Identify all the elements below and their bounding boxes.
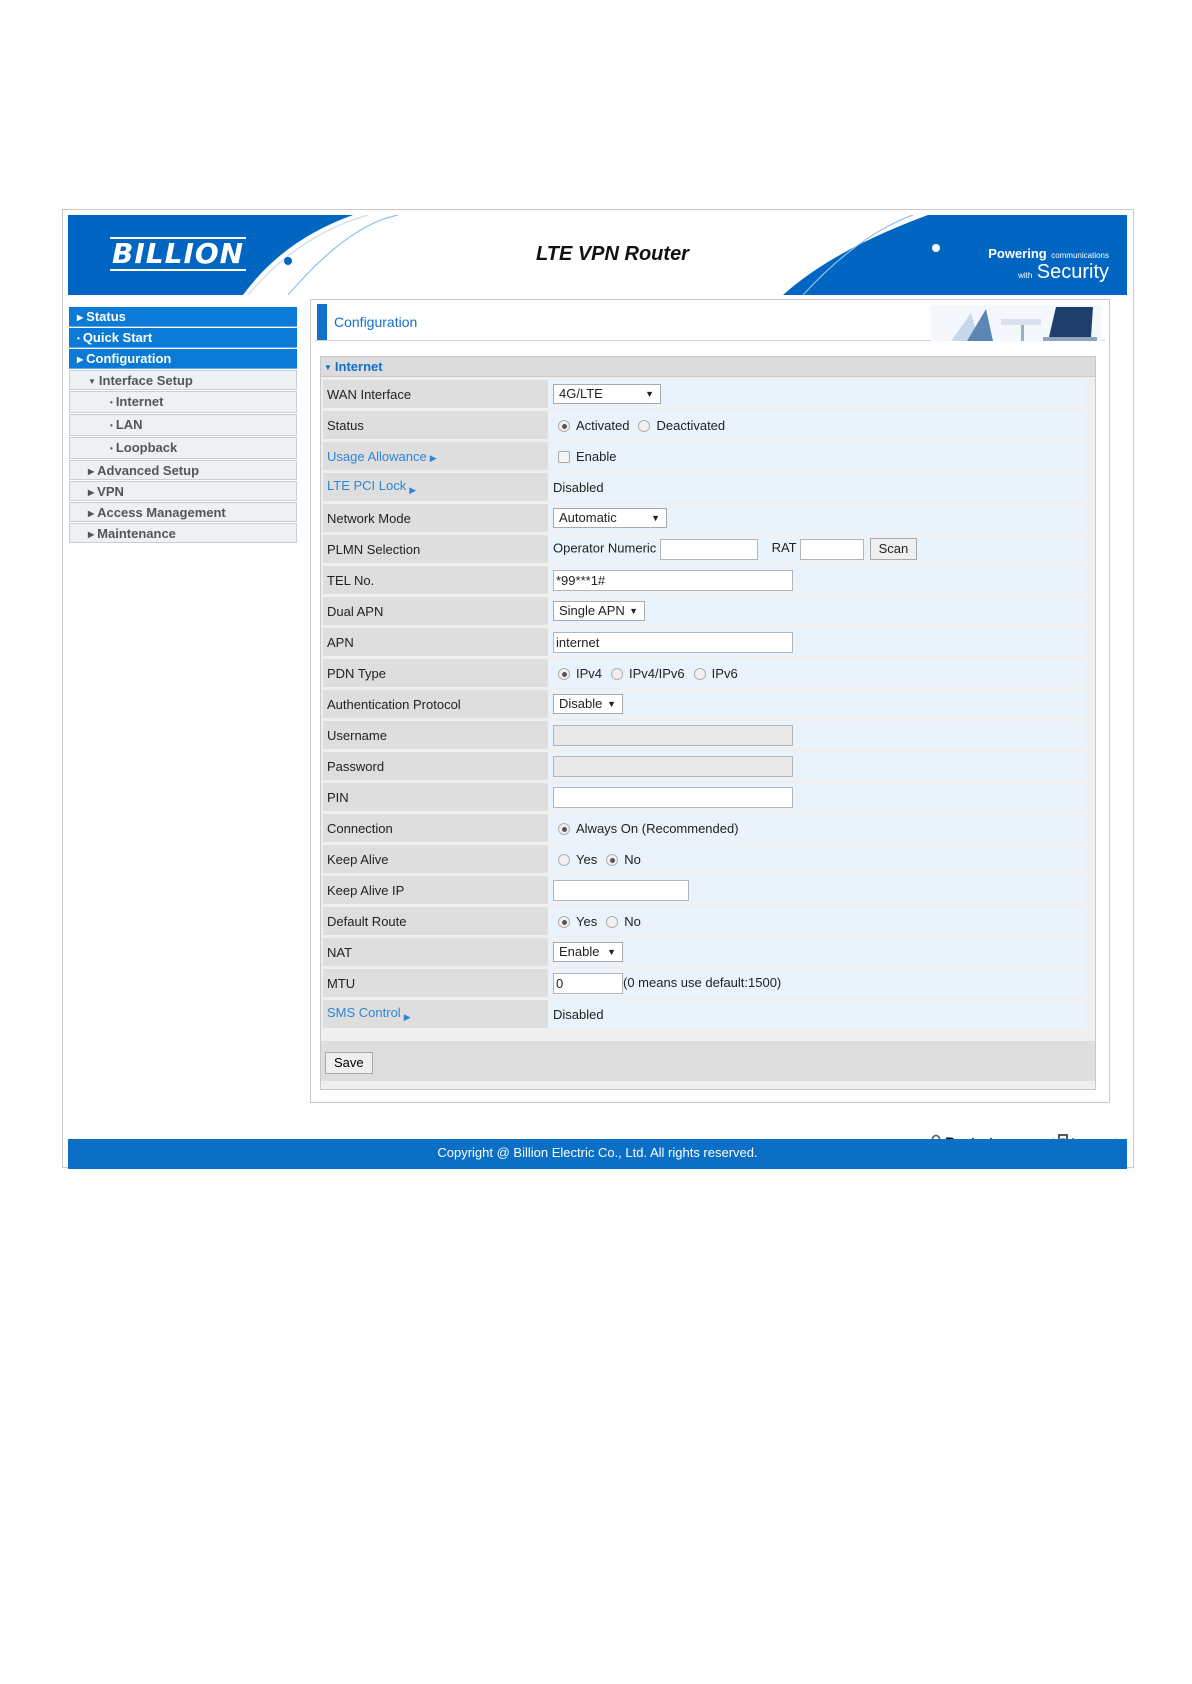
username-input[interactable]	[553, 725, 793, 746]
sidebar-item-internet[interactable]	[69, 391, 297, 413]
sms-control-link[interactable]	[323, 1000, 548, 1028]
form-row-keep-alive	[323, 845, 1085, 873]
billion-logo: BILLION	[112, 237, 245, 270]
dual-apn-select[interactable]	[553, 601, 645, 621]
status-activated-radio[interactable]	[558, 420, 570, 432]
status-deactivated-label: Deactivated	[656, 417, 726, 433]
sidebar-item-access-management[interactable]	[69, 502, 297, 522]
lte-pci-lock-link[interactable]	[323, 473, 548, 501]
sidebar-item-label: Interface Setup	[98, 373, 193, 388]
pin-label: PIN	[323, 783, 548, 811]
save-row	[321, 1041, 1095, 1081]
sidebar-item-label: Configuration	[86, 351, 172, 366]
tagline-security: Security	[1036, 261, 1109, 283]
form-row-lte-pci-lock	[323, 473, 1085, 501]
sidebar-nav	[69, 307, 297, 544]
form-row-pdn-type	[323, 659, 1085, 687]
usage-allowance-checkbox[interactable]	[558, 451, 570, 463]
tagline-powering: Powering	[988, 246, 1047, 261]
pdn-ipv4v6-radio[interactable]	[611, 668, 623, 680]
chevron-right-icon: ▶	[88, 467, 95, 476]
connection-always-on-radio[interactable]	[558, 823, 570, 835]
sidebar-item-label: Internet	[115, 394, 164, 409]
form-row-auth-protocol	[323, 690, 1085, 718]
form-row-pin	[323, 783, 1085, 811]
form-row-plmn-selection	[323, 535, 1085, 563]
auth-protocol-select[interactable]	[553, 694, 623, 714]
status-activated-label: Activated	[576, 417, 630, 433]
form-row-usage-allowance	[323, 442, 1085, 470]
form-row-tel-no	[323, 566, 1085, 594]
keep-alive-no-label: No	[624, 851, 641, 867]
pdn-ipv6-radio[interactable]	[694, 668, 706, 680]
save-button[interactable]: Save	[325, 1052, 373, 1074]
office-illustration-icon	[931, 305, 1101, 341]
nat-label: NAT	[323, 938, 548, 966]
chevron-down-icon: ▼	[324, 363, 332, 372]
network-mode-label: Network Mode	[323, 504, 548, 532]
bullet-icon: •	[110, 421, 113, 430]
chevron-right-icon: ▶	[403, 1012, 411, 1022]
keep-alive-label: Keep Alive	[323, 845, 548, 873]
tel-no-input[interactable]: *99***1#	[553, 570, 793, 591]
form-row-default-route	[323, 907, 1085, 935]
usage-allowance-link[interactable]	[323, 442, 548, 470]
status-label: Status	[323, 411, 548, 439]
keep-alive-yes-label: Yes	[576, 851, 598, 867]
keep-alive-yes-radio[interactable]	[558, 854, 570, 866]
dual-apn-label: Dual APN	[323, 597, 548, 625]
bullet-icon: •	[110, 398, 113, 407]
sidebar-item-label: Maintenance	[97, 526, 176, 541]
default-route-yes-radio[interactable]	[558, 916, 570, 928]
router-title: LTE VPN Router	[536, 243, 689, 265]
sidebar-item-label: VPN	[97, 484, 124, 499]
sidebar-item-quick-start[interactable]	[69, 328, 297, 348]
default-route-no-radio[interactable]	[606, 916, 618, 928]
lte-pci-lock-value: Disabled	[548, 473, 1085, 501]
tel-no-label: TEL No.	[323, 566, 548, 594]
scan-button[interactable]: Scan	[870, 538, 918, 560]
nat-value: Enable	[559, 944, 600, 959]
caret-down-icon: ▼	[629, 606, 638, 616]
router-admin-page	[62, 209, 1134, 1168]
pdn-ipv6-label: IPv6	[711, 665, 738, 681]
section-title: Internet	[334, 359, 383, 374]
sms-control-value: Disabled	[548, 1000, 1085, 1028]
form-row-connection	[323, 814, 1085, 842]
sidebar-item-label: LAN	[115, 417, 143, 432]
default-route-yes-label: Yes	[576, 913, 598, 929]
wan-interface-label: WAN Interface	[323, 380, 548, 408]
usage-allowance-label: Usage Allowance	[327, 448, 427, 464]
lte-pci-lock-label: LTE PCI Lock	[327, 478, 407, 493]
bullet-icon: •	[110, 444, 113, 453]
form-row-password	[323, 752, 1085, 780]
plmn-selection-label: PLMN Selection	[323, 535, 548, 563]
chevron-right-icon: ▶	[88, 488, 95, 497]
chevron-right-icon: ▶	[429, 452, 437, 463]
form-row-network-mode	[323, 504, 1085, 532]
sidebar-item-vpn[interactable]	[69, 481, 297, 501]
page-title: Configuration	[334, 314, 418, 330]
caret-down-icon: ▼	[607, 699, 616, 709]
sidebar-item-label: Advanced Setup	[97, 463, 200, 478]
content-panel	[310, 299, 1110, 1103]
chevron-right-icon: ▶	[88, 530, 95, 539]
section-header[interactable]	[321, 357, 1095, 377]
wan-interface-value: 4G/LTE	[559, 386, 603, 401]
copyright-bar: Copyright @ Billion Electric Co., Ltd. All rights reserved.	[68, 1139, 1127, 1169]
pdn-ipv4-radio[interactable]	[558, 668, 570, 680]
keep-alive-no-radio[interactable]	[606, 854, 618, 866]
form-row-mtu	[323, 969, 1085, 997]
sidebar-item-loopback[interactable]	[69, 437, 297, 459]
password-input[interactable]	[553, 756, 793, 777]
pdn-ipv4-label: IPv4	[576, 665, 603, 681]
rat-input[interactable]	[800, 539, 864, 560]
pdn-ipv4v6-label: IPv4/IPv6	[629, 665, 685, 681]
auth-protocol-label: Authentication Protocol	[323, 690, 548, 718]
sidebar-item-label: Loopback	[115, 440, 178, 455]
sidebar-item-interface-setup[interactable]	[69, 370, 297, 390]
network-mode-value: Automatic	[559, 510, 617, 525]
pdn-type-label: PDN Type	[323, 659, 548, 687]
keep-alive-ip-input[interactable]	[553, 880, 689, 901]
wan-interface-select[interactable]	[553, 384, 661, 404]
connection-always-on-label: Always On (Recommended)	[576, 820, 739, 836]
password-label: Password	[323, 752, 548, 780]
dual-apn-value: Single APN	[559, 603, 625, 618]
mtu-input[interactable]: 0	[553, 973, 623, 994]
default-route-label: Default Route	[323, 907, 548, 935]
connection-label: Connection	[323, 814, 548, 842]
apn-input[interactable]: internet	[553, 632, 793, 653]
header-accent-bar	[317, 304, 327, 340]
form-row-nat	[323, 938, 1085, 966]
chevron-right-icon: ▶	[409, 485, 417, 495]
tagline	[988, 246, 1109, 282]
sidebar-item-label: Quick Start	[82, 330, 153, 345]
usage-allowance-enable-label: Enable	[576, 448, 617, 464]
apn-label: APN	[323, 628, 548, 656]
bullet-icon: •	[77, 334, 80, 343]
operator-numeric-label: Operator Numeric	[553, 540, 657, 556]
configuration-header	[315, 304, 1105, 341]
page-header	[68, 215, 1127, 295]
form-row-dual-apn	[323, 597, 1085, 625]
rat-label: RAT	[771, 540, 797, 556]
sidebar-item-advanced-setup[interactable]	[69, 460, 297, 480]
mtu-label: MTU	[323, 969, 548, 997]
caret-down-icon: ▼	[607, 947, 616, 957]
sidebar-item-configuration[interactable]	[69, 349, 297, 369]
chevron-right-icon: ▶	[88, 509, 95, 518]
chevron-right-icon: ▶	[77, 313, 84, 322]
default-route-no-label: No	[624, 913, 641, 929]
username-label: Username	[323, 721, 548, 749]
keep-alive-ip-label: Keep Alive IP	[323, 876, 548, 904]
sidebar-item-status[interactable]	[69, 307, 297, 327]
sidebar-item-label: Access Management	[97, 505, 226, 520]
form-row-keep-alive-ip	[323, 876, 1085, 904]
internet-settings-form	[323, 377, 1085, 1031]
sidebar-item-label: Status	[86, 309, 126, 324]
operator-numeric-input[interactable]	[660, 539, 758, 560]
form-row-wan-interface	[323, 380, 1085, 408]
tagline-with: with	[1018, 271, 1033, 280]
chevron-right-icon: ▶	[77, 355, 84, 364]
chevron-down-icon: ▼	[88, 377, 96, 386]
mtu-hint: (0 means use default:1500)	[623, 974, 782, 990]
status-deactivated-radio[interactable]	[638, 420, 650, 432]
nat-select[interactable]	[553, 942, 623, 962]
sms-control-label: SMS Control	[327, 1005, 401, 1020]
form-row-apn	[323, 628, 1085, 656]
pin-input[interactable]	[553, 787, 793, 808]
form-row-status	[323, 411, 1085, 439]
network-mode-select[interactable]	[553, 508, 667, 528]
auth-protocol-value: Disable	[559, 696, 603, 711]
sidebar-item-lan[interactable]	[69, 414, 297, 436]
sidebar-item-maintenance[interactable]	[69, 523, 297, 543]
caret-down-icon: ▼	[651, 513, 660, 523]
internet-section	[320, 356, 1096, 1090]
tagline-communications: communications	[1051, 251, 1109, 260]
caret-down-icon: ▼	[645, 389, 654, 399]
form-row-username	[323, 721, 1085, 749]
form-row-sms-control	[323, 1000, 1085, 1028]
